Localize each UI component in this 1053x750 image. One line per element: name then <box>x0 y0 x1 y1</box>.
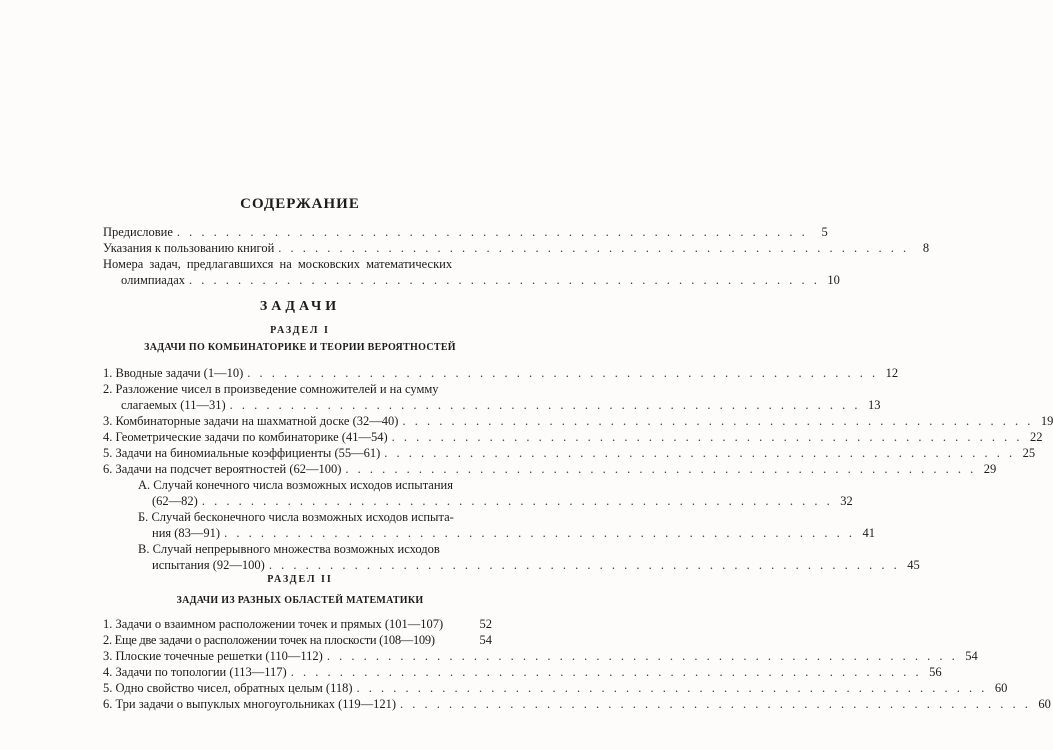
toc-entry-text: Случай непрерывного множества возможных исходов <box>152 542 440 556</box>
entry-number: 6. <box>103 697 113 711</box>
leader-dots: . . . . . . . . . . . . . . . . . . . . . . . . . . . . . . . . . . . . . . . . . . . . . . . . . . . . <box>356 681 988 695</box>
toc-entry <box>103 445 1036 461</box>
leader-dots: . . . . . . . . . . . . . . . . . . . . . . . . . . . . . . . . . . . . . . . . . . . . . . . . . . . . <box>400 697 1031 711</box>
leader-dots: . . . . . . . . . . . . . . . . . . . . . . . . . . . . . . . . . . . . . . . . . . . . . . . . . . . . <box>326 649 958 663</box>
toc-entry-text: Задачи на биномиальные коэффициенты (55—61) <box>115 446 381 460</box>
entry-letter: Б. <box>138 510 149 524</box>
leader-dots: . . . . . . . . . . . . . . . . . . . . . . . . . . . . . . . . . . . . . . . . . . . . . . . . . . . . <box>290 665 922 679</box>
toc-entry-preface <box>103 224 828 240</box>
leader-dots: . . . . . . . . . . . . . . . . . . . . . . . . . . . . . . . . . . . . . . . . . . . . . . . . . . . . <box>247 366 879 380</box>
toc-entry-text: Задачи о взаимном расположении точек и прямых (101—107) <box>115 617 444 631</box>
toc-entry-text: Указания к пользованию книгой <box>103 241 275 255</box>
page-number: 12 <box>885 366 899 380</box>
entry-number: 6. <box>103 462 113 476</box>
entry-letter: А. <box>138 478 151 492</box>
page-number: 45 <box>907 558 920 572</box>
section-1-label: РАЗДЕЛ I <box>270 325 330 336</box>
toc-entry <box>103 461 997 477</box>
toc-entry-text: Задачи по топологии (113—117) <box>115 665 287 679</box>
toc-entry-text: Случай бесконечного числа возможных исходов испыта- <box>151 510 454 524</box>
toc-entry <box>103 429 1043 445</box>
toc-entry-instructions <box>103 240 930 256</box>
entry-number: 1. <box>103 617 113 631</box>
toc-entry-text: Номера задач, предлагавшихся на московских математических <box>103 257 453 271</box>
entry-number: 1. <box>103 366 113 380</box>
toc-entry-cont <box>121 397 881 413</box>
toc-entry-text: Предисловие <box>103 225 173 239</box>
section-2-label: РАЗДЕЛ II <box>267 574 333 585</box>
entry-number: 2. <box>103 633 112 647</box>
toc-entry <box>103 648 978 664</box>
toc-entry-text: Три задачи о выпуклых многоугольниках (119—121) <box>115 697 396 711</box>
entry-number: 4. <box>103 430 113 444</box>
toc-entry-text: Разложение чисел в произведение сомножителей и на сумму <box>115 382 439 396</box>
section-2-title: ЗАДАЧИ ИЗ РАЗНЫХ ОБЛАСТЕЙ МАТЕМАТИКИ <box>176 595 424 606</box>
entry-number: 4. <box>103 665 113 679</box>
toc-subentry <box>138 509 454 525</box>
toc-entry <box>103 381 439 397</box>
toc-entry-text: Комбинаторные задачи на шахматной доске (32—40) <box>115 414 399 428</box>
toc-entry <box>103 696 1051 712</box>
toc-entry-text-cont: испытания (92—100) <box>152 558 265 572</box>
toc-entry-text-cont: (62—82) <box>152 494 198 508</box>
leader-dots: . . . . . . . . . . . . . . . . . . . . . . . . . . . . . . . . . . . . . . . . . . . . . . . . . . . . <box>278 241 910 255</box>
leader-dots: . . . . . . . . . . . . . . . . . . . . . . . . . . . . . . . . . . . . . . . . . . . . . . . . . . . . <box>402 414 1034 428</box>
entry-number: 5. <box>103 681 113 695</box>
page-number: 25 <box>1022 446 1036 460</box>
page-number: 19 <box>1040 414 1053 428</box>
toc-entry-text: Одно свойство чисел, обратных целым (118) <box>115 681 353 695</box>
entry-number: 5. <box>103 446 113 460</box>
page-number: 32 <box>840 494 853 508</box>
toc-entry-text: Случай конечного числа возможных исходов испытания <box>153 478 453 492</box>
toc-subentry-cont <box>152 493 853 509</box>
page-number: 54 <box>479 633 492 647</box>
toc-entry-text: Задачи на подсчет вероятностей (62—100) <box>115 462 342 476</box>
toc-entry-olympiads <box>121 272 840 288</box>
toc-entry <box>103 413 1053 429</box>
toc-subentry <box>138 541 440 557</box>
leader-dots: . . . . . . . . . . . . . . . . . . . . . . . . . . . . . . . . . . . . . . . . . . . . . . . . . . . . <box>268 558 900 572</box>
page-number: 56 <box>929 665 942 679</box>
toc-entry <box>103 680 1008 696</box>
toc-entry <box>103 664 942 680</box>
toc-subentry-cont <box>152 525 875 541</box>
entry-number: 3. <box>103 414 113 428</box>
section-1-title: ЗАДАЧИ ПО КОМБИНАТОРИКЕ И ТЕОРИИ ВЕРОЯТНОСТЕЙ <box>144 342 456 353</box>
page-number: 10 <box>827 273 840 287</box>
toc-entry-text-cont: слагаемых (11—31) <box>121 398 226 412</box>
toc-entry-text: Геометрические задачи по комбинаторике (41—54) <box>115 430 388 444</box>
entry-letter: В. <box>138 542 150 556</box>
page-number: 60 <box>1038 697 1051 711</box>
leader-dots: . . . . . . . . . . . . . . . . . . . . . . . . . . . . . . . . . . . . . . . . . . . . . . . . . . . . <box>176 225 808 239</box>
toc-entry <box>103 616 492 632</box>
page-number: 8 <box>922 241 930 255</box>
toc-entry-text: Плоские точечные решетки (110—112) <box>115 649 323 663</box>
page-number: 29 <box>983 462 997 476</box>
toc-entry-text-cont: ния (83—91) <box>152 526 221 540</box>
leader-dots: . . . . . . . . . . . . . . . . . . . . . . . . . . . . . . . . . . . . . . . . . . . . . . . . . . . . <box>189 273 820 287</box>
entry-number: 3. <box>103 649 113 663</box>
page-number: 41 <box>862 526 875 540</box>
toc-subentry <box>138 477 453 493</box>
page-number: 60 <box>994 681 1008 695</box>
leader-dots: . . . . . . . . . . . . . . . . . . . . . . . . . . . . . . . . . . . . . . . . . . . . . . . . . . . . <box>201 494 833 508</box>
leader-dots: . . . . . . . . . . . . . . . . . . . . . . . . . . . . . . . . . . . . . . . . . . . . . . . . . . . . <box>384 446 1016 460</box>
page-number: 13 <box>867 398 881 412</box>
toc-entry-text-cont: олимпиадах <box>121 273 186 287</box>
page-number: 54 <box>965 649 978 663</box>
contents-title: СОДЕРЖАНИЕ <box>240 196 360 212</box>
leader-dots: . . . . . . . . . . . . . . . . . . . . . . . . . . . . . . . . . . . . . . . . . . . . . . . . . . . . <box>345 462 977 476</box>
page-number: 52 <box>479 617 492 631</box>
toc-entry-text: Вводные задачи (1—10) <box>115 366 244 380</box>
page-number: 5 <box>821 225 828 239</box>
leader-dots: . . . . . . . . . . . . . . . . . . . . . . . . . . . . . . . . . . . . . . . . . . . . . . . . . . . . <box>224 526 855 540</box>
page-number: 22 <box>1029 430 1043 444</box>
leader-dots: . . . . . . . . . . . . . . . . . . . . . . . . . . . . . . . . . . . . . . . . . . . . . . . . . . . . <box>229 398 861 412</box>
toc-entry-text: Еще две задачи о расположении точек на плоскости (108—109) <box>114 633 435 647</box>
problems-heading: ЗАДАЧИ <box>259 299 341 314</box>
entry-number: 2. <box>103 382 113 396</box>
toc-subentry-cont <box>152 557 920 573</box>
toc-entry <box>103 365 899 381</box>
toc-entry <box>103 632 492 648</box>
leader-dots: . . . . . . . . . . . . . . . . . . . . . . . . . . . . . . . . . . . . . . . . . . . . . . . . . . . . <box>391 430 1023 444</box>
